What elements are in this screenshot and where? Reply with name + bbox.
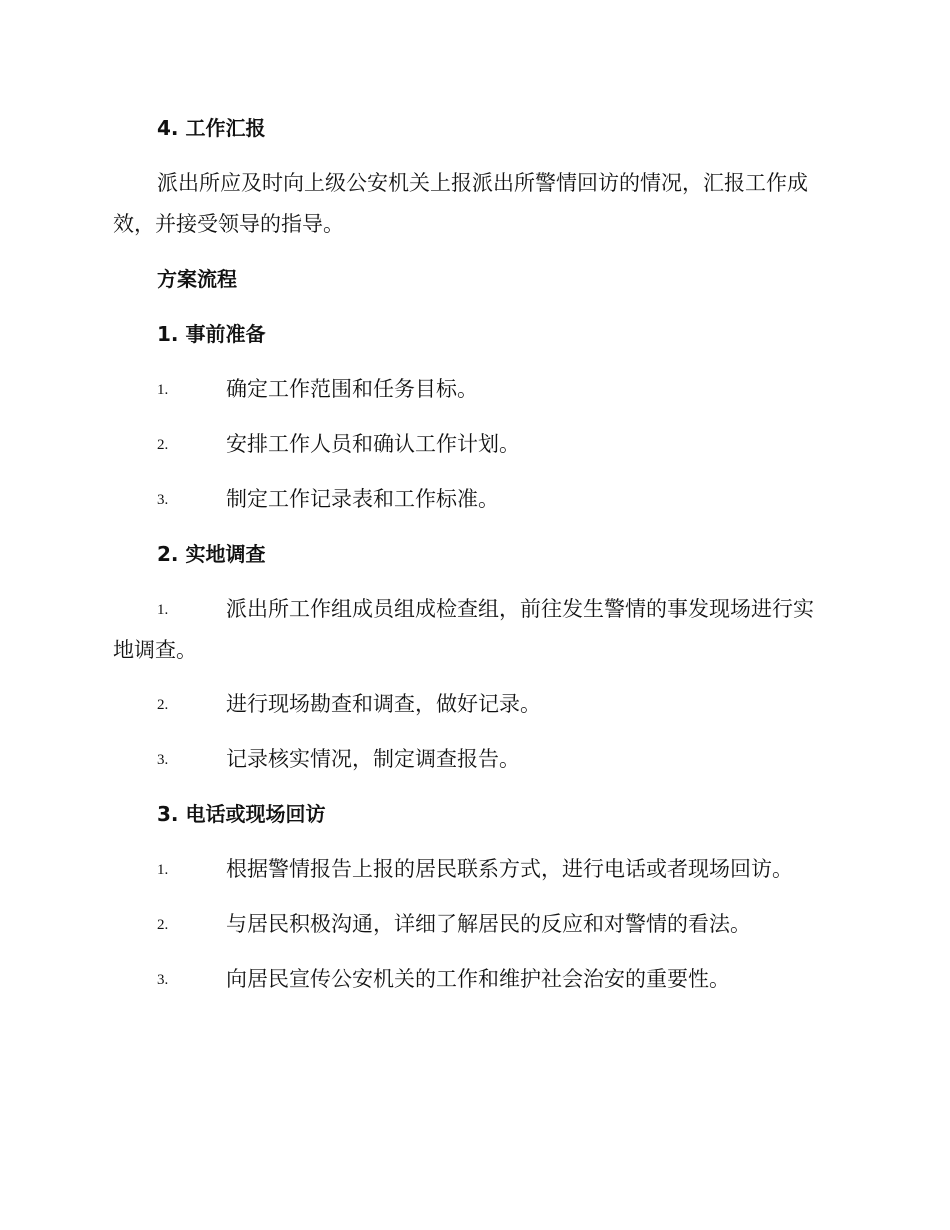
list-item-text: 派出所工作组成员组成检查组，前往发生警情的事发现场进行实	[226, 597, 814, 621]
list-item-text: 进行现场勘查和调查，做好记录。	[226, 692, 541, 716]
list-item-number: 1.	[157, 382, 169, 398]
section-heading-visit: 3. 电话或现场回访	[157, 802, 326, 826]
list-item-number: 1.	[157, 602, 169, 618]
paragraph-line: 派出所应及时向上级公安机关上报派出所警情回访的情况，汇报工作成	[157, 171, 808, 195]
list-item-number: 2.	[157, 697, 169, 713]
list-item-text: 确定工作范围和任务目标。	[226, 377, 478, 401]
section-heading-process: 方案流程	[157, 267, 237, 291]
list-item-text: 与居民积极沟通，详细了解居民的反应和对警情的看法。	[226, 912, 751, 936]
list-item-number: 3.	[157, 492, 169, 508]
list-item-number: 2.	[157, 917, 169, 933]
list-item-text: 向居民宣传公安机关的工作和维护社会治安的重要性。	[226, 967, 730, 991]
section-heading-survey: 2. 实地调查	[157, 542, 266, 566]
list-item-continuation: 地调查。	[113, 638, 197, 662]
list-item-number: 2.	[157, 437, 169, 453]
list-item-text: 根据警情报告上报的居民联系方式，进行电话或者现场回访。	[226, 857, 793, 881]
list-item-text: 制定工作记录表和工作标准。	[226, 487, 499, 511]
list-item-text: 记录核实情况，制定调查报告。	[226, 747, 520, 771]
list-item-number: 3.	[157, 972, 169, 988]
list-item-number: 3.	[157, 752, 169, 768]
paragraph-line: 效，并接受领导的指导。	[113, 212, 344, 236]
section-heading-prep: 1. 事前准备	[157, 322, 266, 346]
list-item-number: 1.	[157, 862, 169, 878]
section-heading-report: 4. 工作汇报	[157, 116, 266, 140]
list-item-text: 安排工作人员和确认工作计划。	[226, 432, 520, 456]
